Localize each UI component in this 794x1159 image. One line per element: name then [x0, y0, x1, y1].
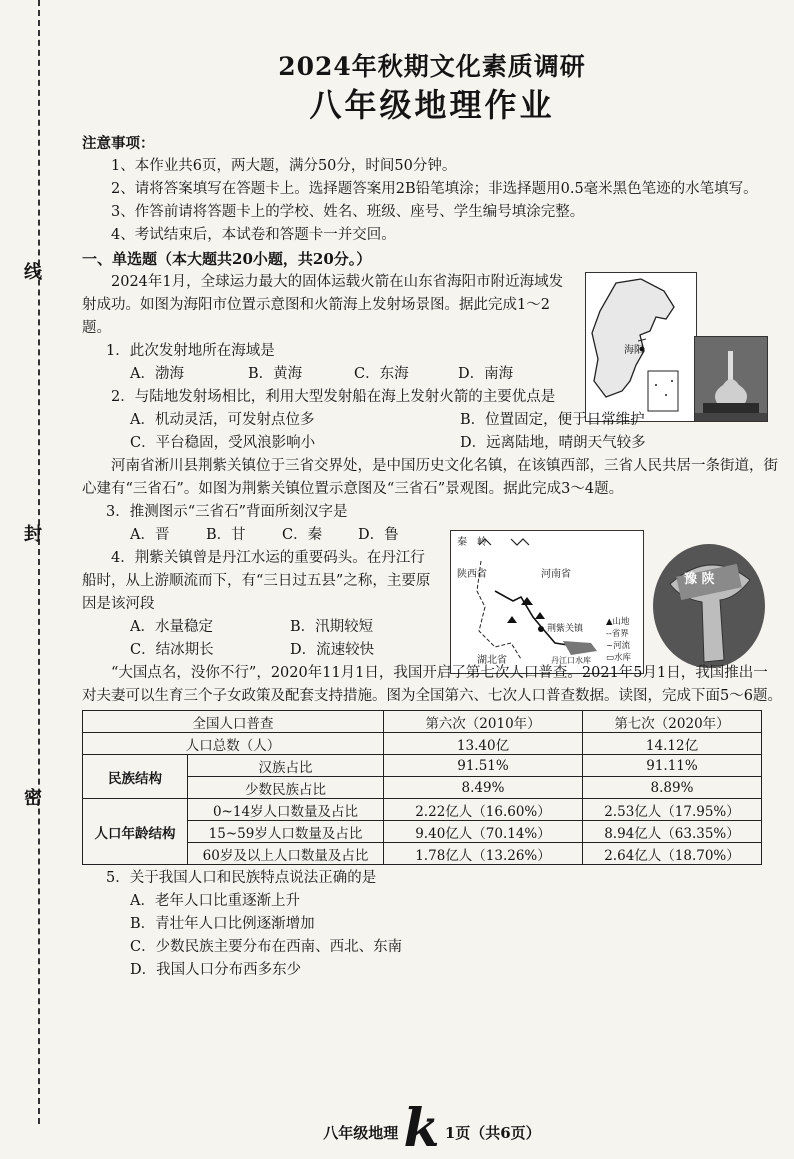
legend-boundary: --省界: [606, 629, 629, 639]
q1-options: [82, 363, 782, 386]
intro-q1-2: 2024年1月，全球运力最大的固体运载火箭在山东省海阳市附近海域发射成功。如图为海阳市位置示意图和火箭海上发射场景图。据此完成1～2题。: [82, 274, 564, 336]
q4-option-a[interactable]: A．水量稳定: [130, 619, 213, 635]
page-footer: [82, 1090, 782, 1159]
q5-stem: 5．关于我国人口和民族特点说法正确的是: [106, 870, 377, 886]
table-cell: 15~59岁人口数量及占比: [188, 821, 384, 843]
legend-mountain: ▲山地: [606, 617, 630, 627]
handwritten-k-mark: k: [403, 1098, 440, 1159]
table-cell: 人口总数（人）: [83, 733, 384, 755]
notice-item-2: 2、请将答案填写在答题卡上。选择题答案用2B铅笔填涂；非选择题用0.5毫米黑色笔迹的水笔填写。: [111, 181, 758, 197]
table-cell: 2.22亿人（16.60%）: [384, 799, 583, 821]
boundary-icon: --: [606, 629, 612, 639]
q2-stem: 2．与陆地发射场相比，利用大型发射船在海上发射火箭的主要优点是: [111, 389, 556, 405]
map-label-qinling-1: 秦: [457, 537, 467, 548]
table-cell: 少数民族占比: [188, 777, 384, 799]
map-label-danjiangkou: 丹江口水库: [551, 656, 591, 665]
table-cell: 13.40亿: [384, 733, 583, 755]
q5-option-d[interactable]: D．我国人口分布西多东少: [130, 962, 302, 978]
table-header-cell: 第七次（2020年）: [583, 711, 762, 733]
q1-option-c[interactable]: C．东海: [354, 366, 409, 382]
q2-options-row2: [82, 432, 782, 455]
map-label-hubei: 湖北省: [477, 655, 507, 666]
q3-option-d[interactable]: D．鲁: [358, 527, 399, 543]
q2-options-row1: [82, 409, 782, 432]
legend-river: ~河流: [606, 641, 631, 651]
legend-reservoir: ▭水库: [606, 653, 632, 663]
table-cell: 14.12亿: [583, 733, 762, 755]
notice-item-1: 1、本作业共6页，两大题，满分50分，时间50分钟。: [111, 158, 457, 174]
q5-option-b[interactable]: B．青壮年人口比例逐渐增加: [130, 916, 315, 932]
table-cell: 91.11%: [583, 755, 762, 777]
table-row: [83, 733, 762, 755]
q3-stem: 3．推测图示“三省石”背面所刻汉字是: [106, 504, 348, 520]
q1-option-a[interactable]: A．渤海: [130, 366, 184, 382]
q4-option-d[interactable]: D．流速较快: [290, 642, 375, 658]
table-cell: 汉族占比: [188, 755, 384, 777]
section-single-choice: 一、单选题（本大题共20小题，共20分。）: [82, 250, 372, 268]
map-label-shaanxi: 陕西省: [457, 569, 487, 580]
table-cell: 1.78亿人（13.26%）: [384, 843, 583, 865]
exam-page: [82, 50, 782, 1159]
notice-heading: 注意事项：: [82, 135, 155, 152]
q3-option-a[interactable]: A．晋: [130, 527, 170, 543]
table-group-cell: 人口年龄结构: [83, 799, 188, 865]
census-table: [82, 710, 762, 865]
notice-item-3: 3、作答前请将答题卡上的学校、姓名、班级、座号、学生编号填涂完整。: [111, 204, 585, 220]
q3-options: [82, 524, 782, 547]
q1-option-b[interactable]: B．黄海: [248, 366, 303, 382]
notice-item-4: 4、考试结束后，本试卷和答题卡一并交回。: [111, 227, 396, 243]
map-label-henan: 河南省: [541, 569, 571, 580]
exam-title: 2024年秋期文化素质调研: [278, 52, 586, 81]
table-cell: 0~14岁人口数量及占比: [188, 799, 384, 821]
q5-option-c[interactable]: C．少数民族主要分布在西南、西北、东南: [130, 939, 403, 955]
q4-option-c[interactable]: C．结冰期长: [130, 642, 214, 658]
table-cell: 2.53亿人（17.95%）: [583, 799, 762, 821]
binding-char-seal: 封: [24, 524, 42, 545]
q5-option-a[interactable]: A．老年人口比重逐渐上升: [130, 893, 300, 909]
river-icon: ~: [606, 641, 614, 651]
q1-option-d[interactable]: D．南海: [458, 366, 514, 382]
table-cell: 91.51%: [384, 755, 583, 777]
intro-q5-6: “大国点名，没你不行”，2020年11月1日，我国开启了第七次人口普查。2021年5月1日，我国推出一对夫妻可以生育三个子女政策及配套支持措施。图为全国第六、七次人口普查数据。读图，完成下面5～6题。: [82, 665, 782, 704]
q4-options-row2: [82, 639, 782, 662]
q3-option-b[interactable]: B．甘: [206, 527, 246, 543]
binding-char-line: 线: [24, 262, 42, 283]
footer-subject: 八年级地理: [323, 1124, 399, 1142]
table-row: [83, 711, 762, 733]
binding-margin: [0, 0, 48, 1124]
q4-option-b[interactable]: B．汛期较短: [290, 619, 374, 635]
footer-page-number: 1页（共6页）: [444, 1124, 541, 1142]
table-cell: 8.89%: [583, 777, 762, 799]
table-cell: 8.94亿人（63.35%）: [583, 821, 762, 843]
map-label-qinling-2: 岭: [477, 537, 487, 548]
table-cell: 60岁及以上人口数量及占比: [188, 843, 384, 865]
q2-option-a[interactable]: A．机动灵活，可发射点位多: [130, 412, 315, 428]
table-header-cell: 第六次（2010年）: [384, 711, 583, 733]
table-header-cell: 全国人口普查: [83, 711, 384, 733]
table-row: [83, 755, 762, 777]
q2-option-d[interactable]: D．远离陆地，晴朗天气较多: [460, 435, 646, 451]
table-cell: 9.40亿人（70.14%）: [384, 821, 583, 843]
q4-options-row1: [82, 616, 782, 639]
cut-line: [38, 0, 40, 1124]
table-cell: 8.49%: [384, 777, 583, 799]
table-group-cell: 民族结构: [83, 755, 188, 799]
table-row: [83, 799, 762, 821]
q4-stem: 4．荆紫关镇曾是丹江水运的重要码头。在丹江行船时，从上游顺流而下，有“三日过五县”之称，主要原因是该河段: [82, 550, 431, 612]
table-cell: 2.64亿人（18.70%）: [583, 843, 762, 865]
q2-option-c[interactable]: C．平台稳固，受风浪影响小: [130, 435, 316, 451]
exam-subtitle: 八年级地理作业: [309, 86, 555, 124]
map-label-haiyang: 海阳: [624, 345, 644, 356]
q2-option-b[interactable]: B．位置固定，便于日常维护: [460, 412, 645, 428]
mountain-icon: ▲: [606, 617, 613, 627]
q1-stem: 1．此次发射地所在海域是: [106, 343, 275, 359]
q3-option-c[interactable]: C．秦: [282, 527, 323, 543]
binding-char-secret: 密: [24, 788, 42, 809]
reservoir-icon: ▭: [606, 653, 615, 663]
intro-q3-4: 河南省淅川县荆紫关镇位于三省交界处，是中国历史文化名镇，在该镇西部，三省人民共居一条街道，街心建有“三省石”。如图为荆紫关镇位置示意图及“三省石”景观图。据此完成3～4题。: [82, 458, 778, 497]
map-label-jingziguan: 荆紫关镇: [547, 624, 584, 634]
stone-inscription: 豫 陕: [684, 572, 715, 587]
